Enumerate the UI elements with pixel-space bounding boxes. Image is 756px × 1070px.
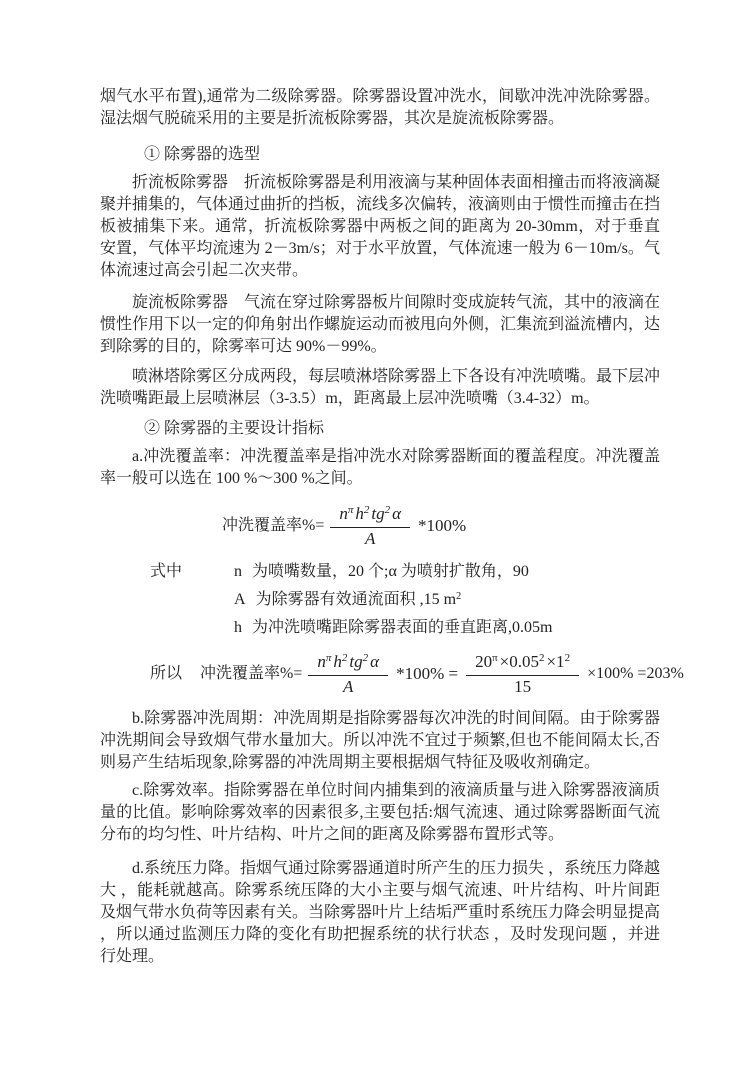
symbol-A: A <box>234 591 246 608</box>
formula-lhs: 冲洗覆盖率%= <box>222 517 325 534</box>
math-term: h <box>355 504 364 523</box>
math-term: n <box>339 504 348 523</box>
math-exponent: 2 <box>384 504 391 516</box>
fraction-numeric <box>466 651 579 697</box>
fraction-numerator <box>330 503 410 528</box>
fraction-numerator <box>308 651 388 676</box>
heading-design-indicators: ② 除雾器的主要设计指标 <box>144 420 325 437</box>
paragraph-item-a-flush-coverage: a.冲洗覆盖率：冲洗覆盖率是指冲洗水对除雾器断面的覆盖程度。冲洗覆盖率一般可以选在 100 %～300 %之间。 <box>100 448 660 487</box>
math-exponent: π <box>325 652 332 664</box>
paragraph-spray-tower: 喷淋塔除雾区分成两段，每层喷淋塔除雾器上下各设有冲洗喷嘴。最下层冲洗喷嘴距最上层喷淋层（3-3.5）m，距离最上层冲洗喷嘴（3.4-32）m。 <box>100 368 661 407</box>
where-label: 式中 <box>150 563 183 580</box>
math-term: ×1 <box>546 652 565 671</box>
formula-prefix: 所以 <box>150 665 183 682</box>
fraction <box>308 651 388 697</box>
symbol-n-definition: 为喷嘴数量，20 个;α 为喷射扩散角，90 <box>252 563 529 580</box>
where-row-A <box>234 586 660 614</box>
math-exponent: π <box>347 504 354 516</box>
where-row-h <box>234 614 660 642</box>
math-term: ×0.05 <box>499 652 539 671</box>
symbol-A-definition: 为除雾器有效通流面积 ,15 m <box>255 591 457 608</box>
fraction-denominator: A <box>365 529 376 548</box>
math-term: α <box>370 652 380 671</box>
math-exponent: 2 <box>363 504 370 516</box>
symbol-n: n <box>234 563 242 580</box>
symbol-A-unit-exponent: 2 <box>456 591 462 602</box>
math-exponent: 2 <box>564 652 571 664</box>
fraction-denominator: 15 <box>514 677 532 696</box>
formula-tail: *100% <box>418 516 467 535</box>
document-content <box>100 86 684 968</box>
math-exponent: π <box>492 652 498 664</box>
paragraph-item-d-system-pressure-drop: d.系统压力降。指烟气通过除雾器通道时所产生的压力损失 ，系统压力降越大 ，能耗就越高。除雾系统压降的大小主要与烟气流速、叶片结构、叶片间距及烟气带水负荷等因素有关。当除雾器叶片上结垢严重时系统压力降会明显提高 ，所以通过监测压力降的变化有助把握系统的状行状态 ，及时发现问题 ，并进行处理。 <box>100 860 661 965</box>
where-row-n <box>234 558 660 586</box>
formula-flush-coverage <box>222 500 660 552</box>
paragraph-baffle-demister: 折流板除雾器 折流板除雾器是利用液滴与某种固体表面相撞击而将液滴凝聚并捕集的，气体通过曲折的挡板，流线多次偏转，液滴则由于惯性而撞击在挡板被捕集下来。通常，折流板除雾器中两板之间的距离为 20-30mm，对于垂直安置，气体平均流速为 2－3m/s；对于水平放置，气体流速一般为 6－10m/s。气体流速过高会引起二次夹带。 <box>100 174 661 279</box>
math-term: 20 <box>475 652 493 671</box>
symbol-h-definition: 为冲洗喷嘴距除雾器表面的垂直距离,0.05m <box>252 619 553 636</box>
fraction <box>330 503 410 549</box>
math-term: tg <box>371 504 385 523</box>
paragraph-item-b-flush-cycle: b.除雾器冲洗周期：冲洗周期是指除雾器每次冲洗的时间间隔。由于除雾器冲洗期间会导致烟气带水量加大。所以冲洗不宜过于频繁,但也不能间隔太长,否则易产生结垢现象,除雾器的冲洗周期主要根据烟气特征及吸收剂确定。 <box>100 710 660 771</box>
formula-equals: *100% = <box>396 664 459 683</box>
formula-lhs: 冲洗覆盖率%= <box>200 665 303 682</box>
formula-coverage-calculation <box>150 648 684 700</box>
math-term: α <box>392 504 402 523</box>
where-rows <box>234 558 660 642</box>
paragraph-intro: 烟气水平布置),通常为二级除雾器。除雾器设置冲洗水，间歇冲洗冲洗除雾器。湿法烟气脱硫采用的主要是折流板除雾器，其次是旋流板除雾器。 <box>100 88 660 127</box>
math-exponent: 2 <box>341 652 348 664</box>
paragraph-item-c-demist-efficiency: c.除雾效率。指除雾器在单位时间内捕集到的液滴质量与进入除雾器液滴质量的比值。影响除雾效率的因素很多,主要包括:烟气流速、通过除雾器断面气流分布的均匀性、叶片结构、叶片之间的距离及除雾器布置形式等。 <box>100 782 660 843</box>
math-term: h <box>333 652 342 671</box>
paragraph-swirl-demister: 旋流板除雾器 气流在穿过除雾器板片间隙时变成旋转气流，其中的液滴在惯性作用下以一定的仰角射出作螺旋运动而被甩向外侧，汇集流到溢流槽内，达到除雾的目的，除雾率可达 90%－99%。 <box>100 294 661 355</box>
symbol-h: h <box>234 619 242 636</box>
where-block <box>100 558 660 642</box>
heading-demister-selection: ① 除雾器的选型 <box>144 146 261 163</box>
math-exponent: 2 <box>538 652 545 664</box>
math-exponent: 2 <box>362 652 369 664</box>
math-term: n <box>317 652 326 671</box>
fraction-denominator: A <box>343 677 354 696</box>
math-term: tg <box>349 652 363 671</box>
fraction-numerator <box>466 651 579 676</box>
formula-result: ×100% =203% <box>587 665 684 682</box>
